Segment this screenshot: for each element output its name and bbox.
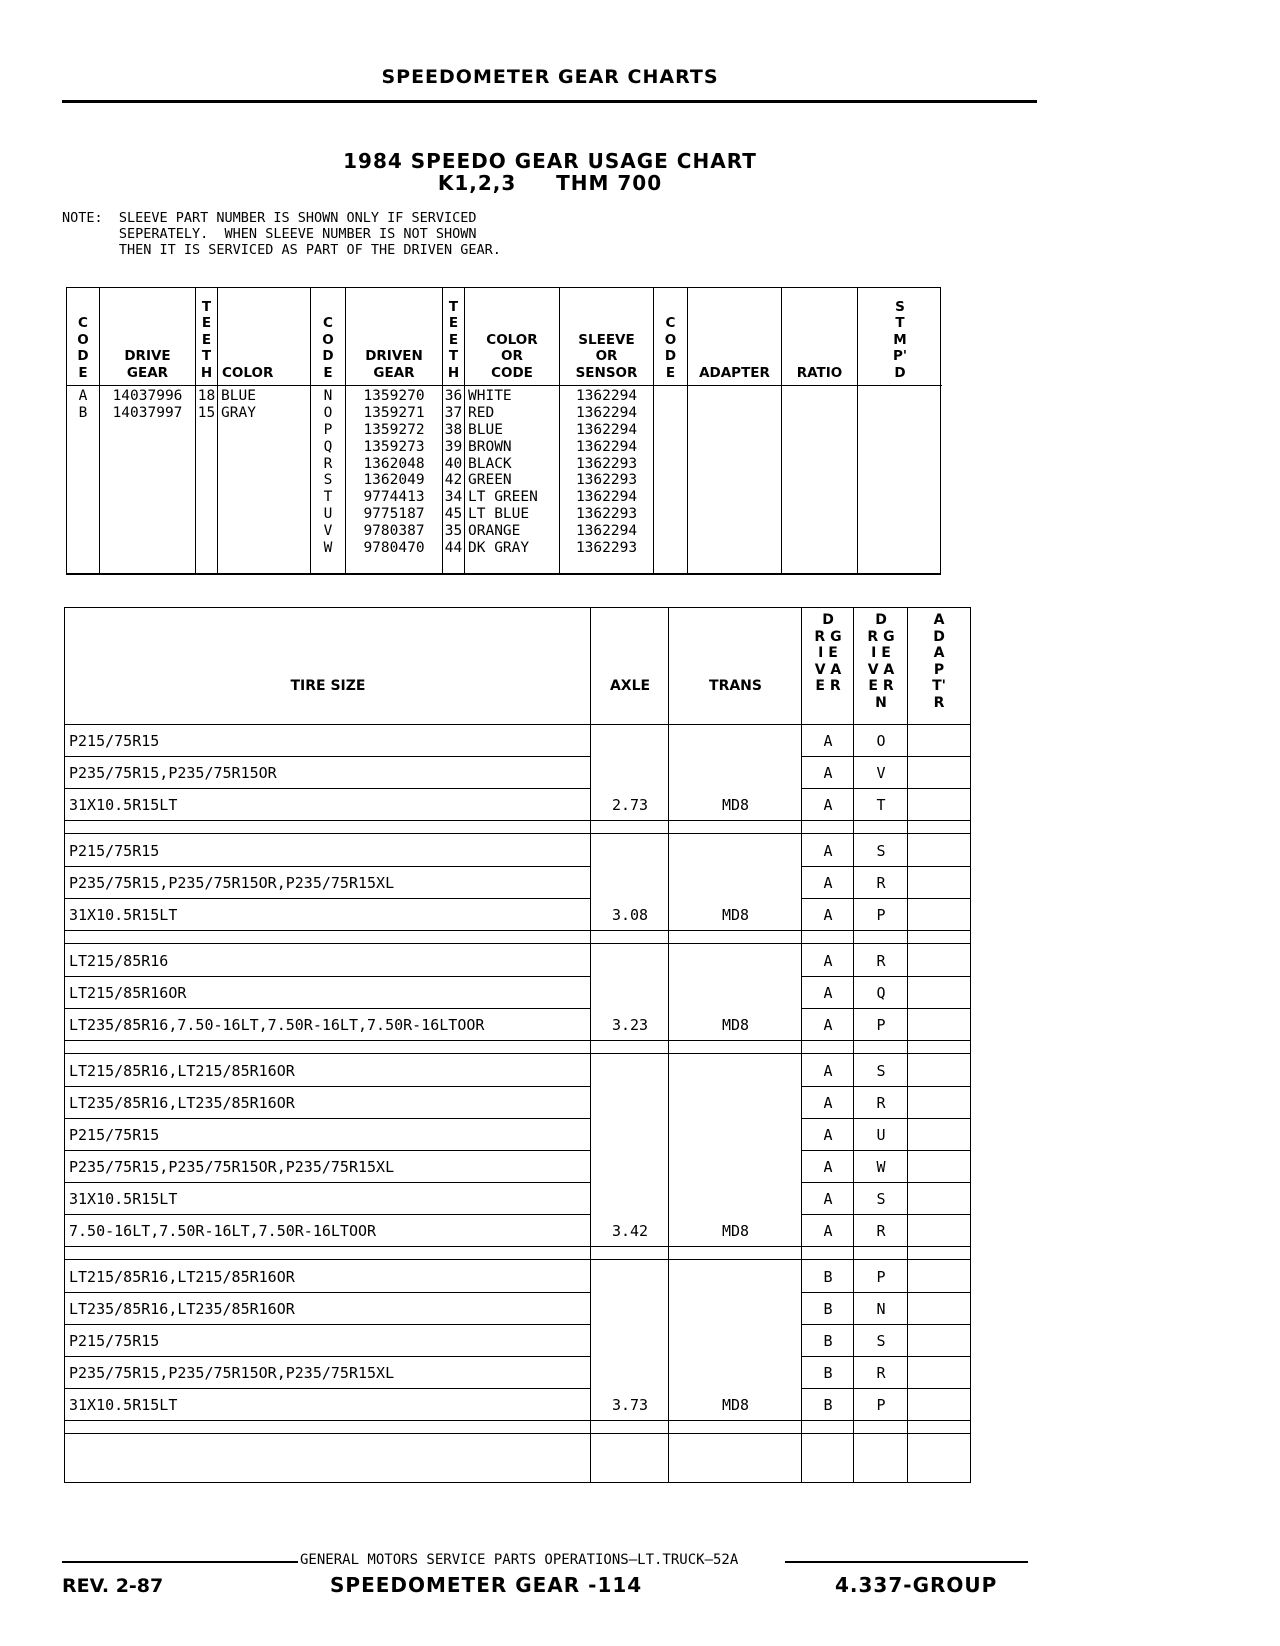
header-line: E: [323, 364, 333, 381]
tire-size: P215/75R15: [69, 1126, 160, 1144]
driven-teeth: 34: [444, 489, 463, 506]
parts-col-code3: [654, 288, 688, 573]
header-line: DRIVEN: [365, 348, 423, 364]
driven-gear-code: P: [876, 1396, 886, 1414]
header-line: D: [894, 364, 906, 381]
parts-body-sleeve: [560, 388, 653, 557]
header-line: E: [78, 364, 88, 381]
drive-gear-code: A: [823, 842, 833, 860]
header-line: P': [892, 348, 908, 364]
drive-color: BLUE: [221, 388, 256, 404]
usage-header-tire-size: TIRE SIZE: [290, 678, 366, 694]
parts-header-code1: [67, 288, 99, 386]
header-line: H: [447, 364, 460, 381]
parts-header-color-code: [465, 288, 559, 386]
group-rule: [65, 833, 970, 834]
driven-teeth: 44: [444, 540, 463, 557]
parts-body-teeth1: [196, 388, 217, 422]
driven-gear-number: 9780387: [363, 523, 425, 540]
usage-header-adapter: [908, 612, 970, 711]
driven-color: GREEN: [468, 472, 512, 489]
group-rule: [65, 1433, 970, 1434]
driven-gear-code: S: [876, 842, 886, 860]
driven-gear-code: S: [876, 1332, 886, 1350]
row-rule: [802, 1388, 970, 1389]
driven-gear-code: P: [876, 1268, 886, 1286]
driven-teeth: 38: [444, 421, 463, 438]
sleeve-number: 1362293: [575, 472, 638, 489]
header-line: SLEEVE: [578, 331, 635, 348]
group-rule: [65, 930, 970, 931]
driven-color: ORANGE: [468, 523, 521, 540]
row-rule: [802, 898, 970, 899]
driven-gear-code: W: [876, 1158, 886, 1176]
driven-code: T: [323, 489, 333, 506]
parts-col-color: [218, 288, 311, 573]
header-line: T: [448, 348, 459, 364]
driven-teeth: 36: [444, 388, 463, 404]
row-rule: [802, 1214, 970, 1215]
row-rule: [802, 976, 970, 977]
driven-color: BLUE: [468, 421, 503, 438]
sleeve-number: 1362294: [575, 421, 638, 438]
driven-gear-number: 1359270: [363, 388, 425, 404]
tire-size: LT235/85R16,LT235/85R16OR: [69, 1300, 295, 1318]
parts-header-color: [218, 288, 310, 386]
transmission: MD8: [721, 1396, 750, 1414]
header-stack: [448, 299, 459, 382]
parts-body-code1: [67, 388, 99, 422]
driven-code: U: [323, 506, 333, 523]
parts-header-sleeve: [560, 288, 653, 386]
header-line: GEAR: [373, 364, 415, 381]
drive-color: GRAY: [221, 404, 256, 421]
parts-col-sleeve: [560, 288, 654, 573]
tire-size: 31X10.5R15LT: [69, 1396, 178, 1414]
drive-gear-code: A: [823, 1190, 833, 1208]
parts-col-ratio: [782, 288, 858, 573]
row-rule: [802, 1182, 970, 1183]
usage-col-trans: [669, 608, 802, 1482]
driven-color: WHITE: [468, 388, 512, 404]
usage-col-axle: [591, 608, 669, 1482]
group-rule: [65, 1040, 970, 1041]
row-rule: [65, 898, 591, 899]
header-line: RATIO: [796, 364, 843, 381]
driven-gear-number: 1362048: [363, 455, 425, 472]
axle-ratio: 3.08: [611, 906, 649, 924]
drive-gear-code: B: [823, 1396, 833, 1414]
header-stack: [77, 315, 88, 381]
parts-col-color-code: [465, 288, 560, 573]
note-text: NOTE: SLEEVE PART NUMBER IS SHOWN ONLY IF SERVICED SEPERATELY. WHEN SLEEVE NUMBER IS NOT SHOWN THEN IT IS SERVICED AS PART OF THE DRIVEN GEAR.: [62, 210, 501, 258]
driven-code: W: [323, 540, 333, 557]
driven-color: BROWN: [468, 438, 512, 455]
footer-group: 4.337-GROUP: [835, 1573, 998, 1597]
group-rule: [65, 1259, 970, 1260]
parts-body-color: [218, 388, 310, 422]
drive-gear-code: A: [823, 906, 833, 924]
header-line: COLOR: [222, 364, 274, 381]
sleeve-number: 1362294: [575, 388, 638, 404]
footer-publisher: GENERAL MOTORS SERVICE PARTS OPERATIONS—LT.TRUCK—52A: [300, 1552, 739, 1568]
row-rule: [802, 1324, 970, 1325]
axle-ratio: 3.23: [611, 1016, 649, 1034]
drive-gear-code: A: [823, 796, 833, 814]
header-line: ADAPTER: [699, 364, 770, 381]
footer-rule-right: [785, 1561, 1028, 1563]
driven-gear-number: 9780470: [363, 540, 425, 557]
parts-header-adapter: [688, 288, 781, 386]
header-line: C: [665, 315, 676, 331]
parts-col-drive-gear: [100, 288, 196, 573]
driven-gear-code: Q: [876, 984, 886, 1002]
tire-size: P235/75R15,P235/75R15OR,P235/75R15XL: [69, 1158, 395, 1176]
drive-gear-code: A: [823, 952, 833, 970]
tire-size: LT215/85R16,LT215/85R16OR: [69, 1062, 295, 1080]
driven-teeth: 37: [444, 404, 463, 421]
driven-code: O: [323, 404, 333, 421]
header-line: H: [200, 364, 213, 381]
parts-header-code3: [654, 288, 687, 386]
header-stack: [322, 315, 333, 381]
parts-header-teeth1: [196, 288, 217, 386]
header-stack: [797, 365, 843, 382]
tire-size: P235/75R15,P235/75R15OR,P235/75R15XL: [69, 874, 395, 892]
driven-color: BLACK: [468, 455, 512, 472]
chart-title-line1: 1984 SPEEDO GEAR USAGE CHART: [343, 149, 757, 173]
drive-teeth: 15: [197, 404, 216, 421]
header-line: D: [322, 348, 334, 364]
tire-size: P215/75R15: [69, 842, 160, 860]
row-rule: [65, 1150, 591, 1151]
header-line: S: [895, 298, 905, 315]
drive-code: A: [78, 388, 88, 404]
parts-body-drive-gear: [100, 388, 195, 422]
driven-code: V: [323, 523, 333, 540]
sleeve-number: 1362294: [575, 523, 638, 540]
driven-gear-code: R: [876, 1364, 886, 1382]
row-rule: [802, 1008, 970, 1009]
header-line: E: [201, 315, 212, 331]
usage-header-drive-gear: [802, 612, 854, 695]
parts-table: [66, 287, 941, 575]
group-rule: [65, 943, 970, 944]
usage-col-adapter: [908, 608, 970, 1482]
tire-size: LT235/85R16,LT235/85R16OR: [69, 1094, 295, 1112]
header-line: E: [201, 331, 212, 348]
header-line: N: [875, 694, 887, 711]
parts-col-code1: [67, 288, 100, 573]
tire-size: 31X10.5R15LT: [69, 1190, 178, 1208]
usage-header-driven-gear: [854, 612, 908, 711]
row-rule: [802, 1118, 970, 1119]
parts-header-ratio: [782, 288, 857, 386]
axle-ratio: 3.42: [611, 1222, 649, 1240]
driven-gear-code: T: [876, 796, 886, 814]
driven-code: R: [323, 455, 333, 472]
driven-gear-code: R: [876, 1222, 886, 1240]
drive-gear-code: B: [823, 1332, 833, 1350]
header-stack: [365, 348, 423, 381]
header-line: T: [201, 348, 212, 364]
header-line: C: [78, 315, 88, 331]
row-rule: [65, 1214, 591, 1215]
tire-size: P215/75R15: [69, 732, 160, 750]
row-rule: [65, 1118, 591, 1119]
header-line: E: [448, 315, 459, 331]
header-line: O: [664, 331, 677, 348]
driven-gear-number: 1359271: [363, 404, 425, 421]
header-line: D: [933, 628, 945, 645]
page-title: SPEEDOMETER GEAR CHARTS: [381, 66, 719, 88]
header-line: T: [201, 298, 212, 315]
header-stack: [699, 365, 770, 382]
sleeve-number: 1362294: [575, 404, 638, 421]
driven-gear-number: 1359272: [363, 421, 425, 438]
header-line: V A: [867, 661, 895, 678]
row-rule: [802, 788, 970, 789]
header-line: T: [448, 298, 459, 315]
drive-gear-code: A: [823, 1016, 833, 1034]
header-line: T': [932, 678, 946, 694]
parts-header-drive-gear: [100, 288, 195, 386]
parts-col-stmpd: [858, 288, 942, 573]
header-stack: [893, 299, 907, 382]
tire-size: P235/75R15,P235/75R15OR,P235/75R15XL: [69, 1364, 395, 1382]
row-rule: [65, 788, 591, 789]
header-line: I E: [871, 645, 891, 661]
tire-size: LT215/85R16: [69, 952, 169, 970]
header-line: OR: [501, 348, 523, 364]
parts-col-driven-gear: [346, 288, 443, 573]
drive-gear-number: 14037997: [112, 404, 183, 421]
driven-gear-code: P: [876, 906, 886, 924]
drive-code: B: [78, 404, 88, 421]
title-rule: [62, 100, 1037, 103]
header-line: A: [933, 612, 945, 628]
parts-header-driven-gear: [346, 288, 442, 386]
row-rule: [65, 976, 591, 977]
driven-gear-code: V: [876, 764, 886, 782]
row-rule: [802, 1292, 970, 1293]
driven-color: LT GREEN: [468, 489, 538, 506]
driven-gear-code: U: [876, 1126, 886, 1144]
parts-header-stmpd: [858, 288, 942, 386]
row-rule: [65, 866, 591, 867]
transmission: MD8: [721, 1016, 750, 1034]
row-rule: [65, 1182, 591, 1183]
header-line: C: [323, 315, 333, 331]
driven-color: RED: [468, 404, 495, 421]
header-line: I E: [818, 645, 838, 661]
parts-col-adapter: [688, 288, 782, 573]
group-rule: [65, 1420, 970, 1421]
axle-ratio: 3.73: [611, 1396, 649, 1414]
header-line: E: [448, 331, 459, 348]
transmission: MD8: [721, 796, 750, 814]
driven-color: DK GRAY: [468, 540, 530, 557]
footer-rule-left: [62, 1561, 298, 1563]
row-rule: [802, 756, 970, 757]
drive-gear-code: A: [823, 984, 833, 1002]
driven-gear-number: 1362049: [363, 472, 425, 489]
driven-teeth: 39: [444, 438, 463, 455]
parts-body-code2: [311, 388, 345, 557]
header-line: DRIVE: [124, 348, 171, 364]
parts-body-color-code: [465, 388, 559, 557]
driven-code: S: [323, 472, 333, 489]
footer-revision: REV. 2-87: [62, 1575, 164, 1597]
row-rule: [802, 1086, 970, 1087]
header-line: O: [322, 331, 334, 348]
driven-gear-code: R: [876, 952, 886, 970]
driven-gear-number: 9774413: [363, 489, 425, 506]
driven-gear-number: 9775187: [363, 506, 425, 523]
usage-table: [64, 607, 971, 1483]
row-rule: [65, 1324, 591, 1325]
usage-header-trans: TRANS: [709, 678, 762, 694]
header-line: A: [933, 645, 945, 661]
header-line: E R: [868, 678, 894, 694]
header-line: D: [822, 612, 834, 628]
header-line: COLOR: [486, 331, 538, 348]
drive-gear-code: A: [823, 874, 833, 892]
tire-size: LT215/85R16OR: [69, 984, 187, 1002]
driven-teeth: 40: [444, 455, 463, 472]
drive-gear-number: 14037996: [112, 388, 183, 404]
drive-gear-code: B: [823, 1300, 833, 1318]
row-rule: [802, 866, 970, 867]
header-line: M: [893, 331, 907, 348]
row-rule: [65, 1388, 591, 1389]
footer-section: SPEEDOMETER GEAR -114: [330, 1573, 643, 1597]
driven-code: P: [323, 421, 333, 438]
header-stack: [222, 365, 273, 382]
row-rule: [65, 1008, 591, 1009]
header-line: D: [664, 348, 677, 364]
driven-color: LT BLUE: [468, 506, 530, 523]
drive-gear-code: A: [823, 1126, 833, 1144]
header-line: E: [665, 364, 676, 381]
drive-gear-code: A: [823, 1062, 833, 1080]
parts-body-driven-gear: [346, 388, 442, 557]
header-line: T: [895, 315, 905, 331]
tire-size: P215/75R15: [69, 1332, 160, 1350]
drive-gear-code: A: [823, 1222, 833, 1240]
parts-col-teeth2: [443, 288, 465, 573]
driven-code: N: [323, 388, 333, 404]
parts-col-code2: [311, 288, 346, 573]
drive-gear-code: A: [823, 764, 833, 782]
row-rule: [65, 1086, 591, 1087]
driven-teeth: 35: [444, 523, 463, 540]
driven-gear-code: R: [876, 1094, 886, 1112]
sleeve-number: 1362293: [575, 506, 638, 523]
usage-header-axle: AXLE: [609, 678, 651, 694]
parts-header-code2: [311, 288, 345, 386]
header-stack: [201, 299, 212, 382]
header-line: V A: [814, 661, 842, 678]
row-rule: [802, 1356, 970, 1357]
driven-code: Q: [323, 438, 333, 455]
drive-gear-code: A: [823, 1094, 833, 1112]
row-rule: [802, 1150, 970, 1151]
axle-ratio: 2.73: [611, 796, 649, 814]
driven-gear-code: P: [876, 1016, 886, 1034]
sleeve-number: 1362293: [575, 540, 638, 557]
tire-size: 7.50-16LT,7.50R-16LT,7.50R-16LTOOR: [69, 1222, 377, 1240]
drive-gear-code: A: [823, 732, 833, 750]
drive-gear-code: B: [823, 1268, 833, 1286]
tire-size: 31X10.5R15LT: [69, 796, 178, 814]
tire-size: P235/75R15,P235/75R15OR: [69, 764, 277, 782]
header-line: E R: [815, 678, 841, 694]
driven-gear-code: S: [876, 1062, 886, 1080]
row-rule: [65, 1356, 591, 1357]
header-line: SENSOR: [575, 364, 638, 381]
transmission: MD8: [721, 906, 750, 924]
group-rule: [65, 1053, 970, 1054]
driven-gear-code: R: [876, 874, 886, 892]
driven-gear-code: S: [876, 1190, 886, 1208]
header-line: GEAR: [126, 364, 169, 381]
header-stack: [486, 332, 537, 382]
tire-size: LT215/85R16,LT215/85R16OR: [69, 1268, 295, 1286]
tire-size: 31X10.5R15LT: [69, 906, 178, 924]
row-rule: [65, 1292, 591, 1293]
header-line: O: [77, 331, 89, 348]
usage-header: [65, 608, 970, 725]
drive-teeth: 18: [197, 388, 216, 404]
tire-size: LT235/85R16,7.50-16LT,7.50R-16LT,7.50R-16LTOOR: [69, 1016, 485, 1034]
header-line: OR: [595, 348, 618, 364]
sleeve-number: 1362293: [575, 455, 638, 472]
driven-teeth: 42: [444, 472, 463, 489]
header-stack: [665, 315, 676, 381]
header-line: P: [933, 661, 945, 678]
chart-title: [0, 150, 1100, 194]
group-rule: [65, 820, 970, 821]
header-line: R: [933, 694, 945, 711]
drive-gear-code: A: [823, 1158, 833, 1176]
driven-teeth: 45: [444, 506, 463, 523]
transmission: MD8: [721, 1222, 750, 1240]
driven-gear-number: 1359273: [363, 438, 425, 455]
header-stack: [576, 332, 638, 382]
header-line: D: [875, 612, 887, 628]
driven-gear-code: N: [876, 1300, 886, 1318]
header-line: CODE: [491, 364, 533, 381]
parts-header-teeth2: [443, 288, 464, 386]
group-rule: [65, 1246, 970, 1247]
row-rule: [65, 756, 591, 757]
sleeve-number: 1362294: [575, 438, 638, 455]
parts-col-teeth1: [196, 288, 218, 573]
header-line: R G: [867, 628, 895, 645]
parts-body-teeth2: [443, 388, 464, 557]
chart-title-line2: K1,2,3 THM 700: [437, 171, 663, 195]
header-line: D: [77, 348, 89, 364]
header-line: R G: [814, 628, 842, 645]
sleeve-number: 1362294: [575, 489, 638, 506]
drive-gear-code: B: [823, 1364, 833, 1382]
header-stack: [124, 348, 170, 381]
driven-gear-code: O: [876, 732, 886, 750]
